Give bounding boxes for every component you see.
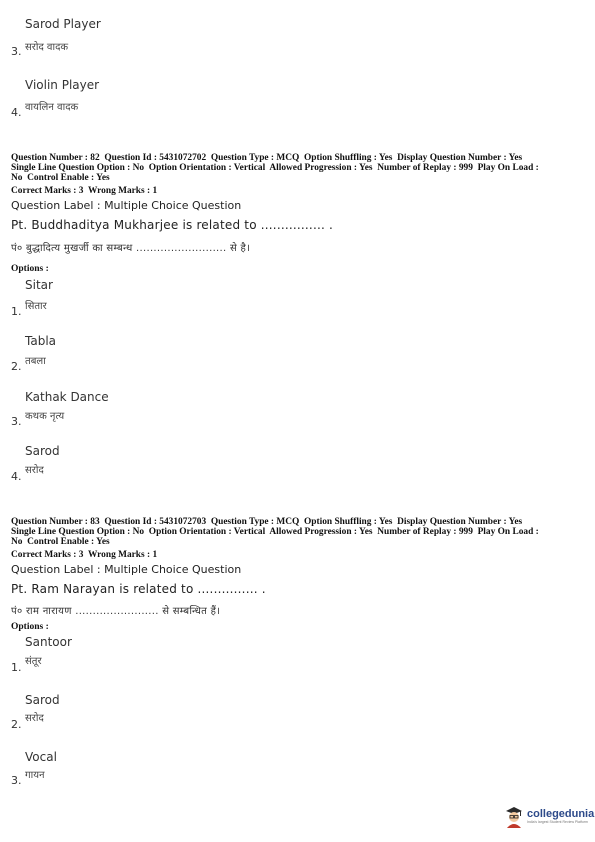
q82-option-3-number: 3. bbox=[11, 415, 22, 428]
q82-meta-line-3: No Control Enable : Yes bbox=[11, 173, 110, 183]
q83-option-2-number: 2. bbox=[11, 718, 22, 731]
collegedunia-logo bbox=[504, 806, 594, 828]
option-4-number: 4. bbox=[11, 106, 22, 119]
q82-options-heading: Options : bbox=[11, 264, 49, 274]
q83-option-2-english: Sarod bbox=[25, 693, 60, 707]
q83-option-3-number: 3. bbox=[11, 774, 22, 787]
q82-option-2-hindi: तबला bbox=[25, 356, 46, 367]
q82-meta-line-1: Question Number : 82 Question Id : 5431072702 Question Type : MCQ Option Shuffling : Yes Display Question Number : Yes bbox=[11, 153, 523, 163]
q82-option-2-number: 2. bbox=[11, 360, 22, 373]
q83-option-1-english: Santoor bbox=[25, 635, 72, 649]
q82-option-4-hindi: सरोद bbox=[25, 465, 44, 476]
q82-question-text-hindi: पं० बुद्धादित्य मुखर्जी का सम्बन्ध .......................... से है। bbox=[11, 243, 251, 254]
option-4-english: Violin Player bbox=[25, 78, 100, 92]
q83-marks: Correct Marks : 3 Wrong Marks : 1 bbox=[11, 550, 158, 560]
option-4-hindi: वायलिन वादक bbox=[25, 102, 79, 113]
q82-meta-line-2: Single Line Question Option : No Option Orientation : Vertical Allowed Progression : Yes Number of Replay : 999 Play On Load : bbox=[11, 163, 539, 173]
q83-option-3-hindi: गायन bbox=[25, 770, 45, 781]
q82-option-2-english: Tabla bbox=[25, 334, 57, 348]
option-3-number: 3. bbox=[11, 45, 22, 58]
q83-option-1-hindi: संतूर bbox=[25, 656, 42, 667]
q82-question-label: Question Label : Multiple Choice Question bbox=[11, 199, 242, 212]
q82-option-1-english: Sitar bbox=[25, 278, 53, 292]
q83-options-heading: Options : bbox=[11, 622, 49, 632]
q83-question-text-hindi: पं० राम नारायण ........................ से सम्बन्धित हैं। bbox=[11, 606, 221, 617]
q83-meta-line-2: Single Line Question Option : No Option Orientation : Vertical Allowed Progression : Yes Number of Replay : 999 Play On Load : bbox=[11, 527, 539, 537]
q83-meta-line-1: Question Number : 83 Question Id : 5431072703 Question Type : MCQ Option Shuffling : Yes Display Question Number : Yes bbox=[11, 517, 523, 527]
q82-question-text-english: Pt. Buddhaditya Mukharjee is related to ................ . bbox=[11, 218, 334, 232]
logo-name: collegedunia bbox=[527, 808, 595, 820]
option-3-hindi: सरोद वादक bbox=[25, 42, 69, 53]
student-avatar-icon bbox=[504, 806, 524, 828]
q82-option-4-number: 4. bbox=[11, 470, 22, 483]
option-3-english: Sarod Player bbox=[25, 17, 101, 31]
q82-option-3-english: Kathak Dance bbox=[25, 390, 109, 404]
q82-option-3-hindi: कथक नृत्य bbox=[25, 411, 65, 422]
q83-option-2-hindi: सरोद bbox=[25, 713, 44, 724]
q83-question-text-english: Pt. Ram Narayan is related to ............... . bbox=[11, 582, 266, 596]
q82-marks: Correct Marks : 3 Wrong Marks : 1 bbox=[11, 186, 158, 196]
logo-tagline: India's largest Student Review Platform bbox=[527, 820, 588, 824]
q82-option-1-number: 1. bbox=[11, 305, 22, 318]
q83-meta-line-3: No Control Enable : Yes bbox=[11, 537, 110, 547]
q82-option-1-hindi: सितार bbox=[25, 301, 47, 312]
q82-option-4-english: Sarod bbox=[25, 444, 60, 458]
q83-option-1-number: 1. bbox=[11, 661, 22, 674]
q83-option-3-english: Vocal bbox=[25, 750, 57, 764]
q83-question-label: Question Label : Multiple Choice Question bbox=[11, 563, 242, 576]
